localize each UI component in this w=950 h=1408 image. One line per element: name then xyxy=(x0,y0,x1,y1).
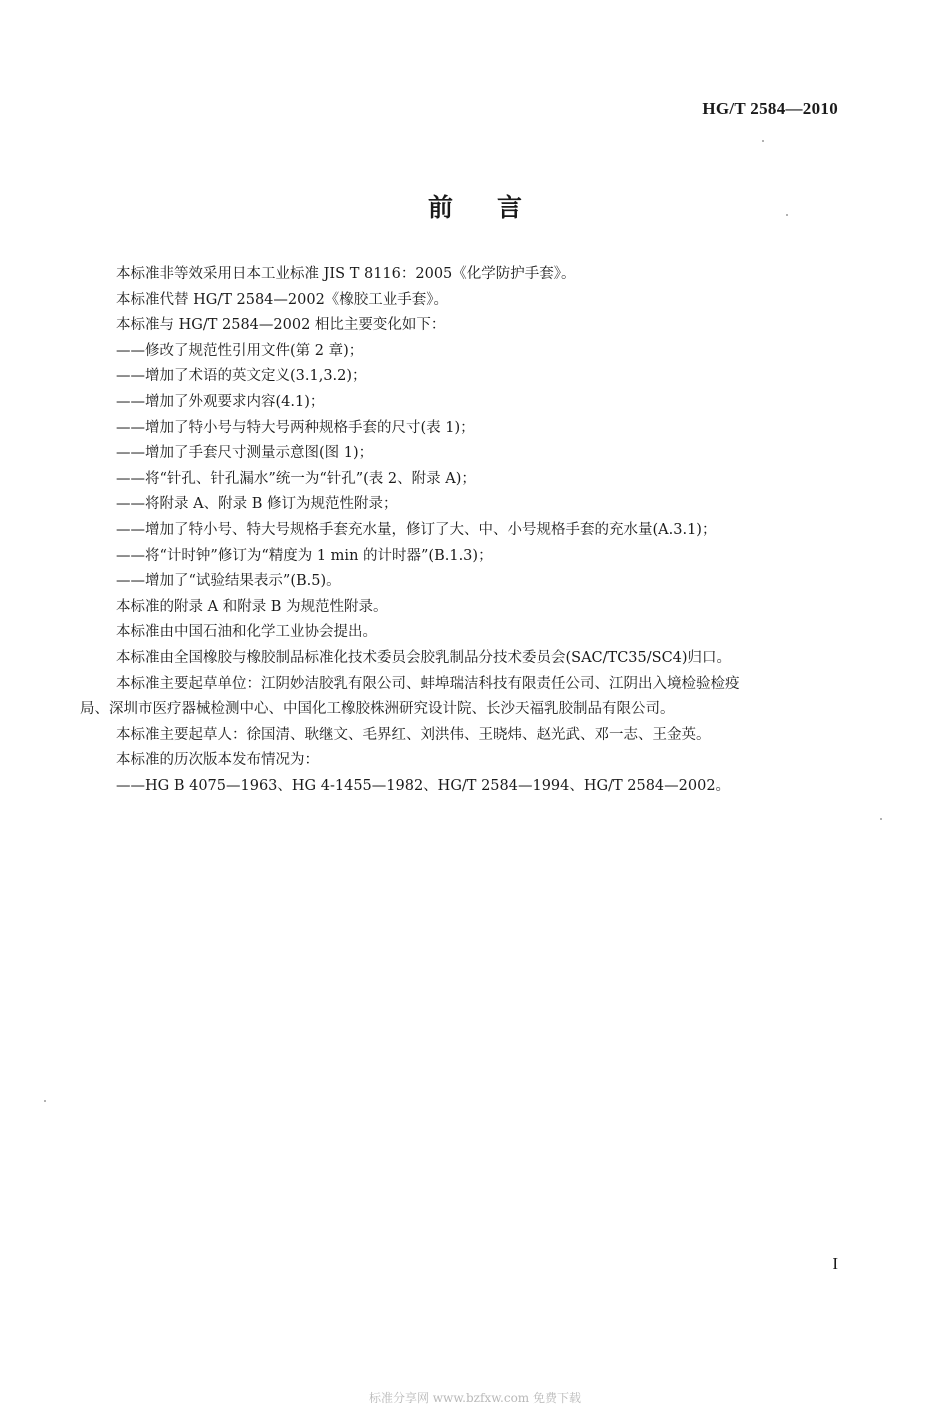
scan-speck xyxy=(880,818,882,820)
change-item: ——修改了规范性引用文件(第 2 章)； xyxy=(116,342,364,359)
change-item: ——将“针孔、针孔漏水”统一为“针孔”(表 2、附录 A)； xyxy=(116,470,476,487)
paragraph: 本标准代替 HG/T 2584—2002《橡胶工业手套》。 xyxy=(116,291,449,308)
scan-speck xyxy=(786,214,788,216)
paragraph: 本标准由中国石油和化学工业协会提出。 xyxy=(116,624,377,641)
change-item: ——将附录 A、附录 B 修订为规范性附录； xyxy=(116,496,398,513)
page-title: 前言 xyxy=(427,193,566,222)
paragraph: 本标准非等效采用日本工业标准 JIS T 8116：2005《化学防护手套》。 xyxy=(116,266,576,282)
change-item: ——增加了外观要求内容(4.1)； xyxy=(116,393,325,410)
drafting-units-line: 本标准主要起草单位：江阴妙洁胶乳有限公司、蚌埠瑞洁科技有限责任公司、江阴出入境检验检疫 xyxy=(116,675,740,692)
drafters-paragraph: 本标准主要起草人：徐国清、耿继文、毛界红、刘洪伟、王晓炜、赵光武、邓一志、王金英。 xyxy=(116,726,711,743)
drafting-units-paragraph xyxy=(80,672,856,723)
change-item: ——将“计时钟”修订为“精度为 1 min 的计时器”(B.1.3)； xyxy=(116,547,493,564)
watermark-text: 标准分享网 www.bzfxw.com 免费下载 xyxy=(368,1391,582,1405)
change-item: ——增加了术语的英文定义(3.1,3.2)； xyxy=(116,368,367,385)
paragraph: 本标准由全国橡胶与橡胶制品标准化技术委员会胶乳制品分技术委员会(SAC/TC35/SC4)归口。 xyxy=(116,649,732,666)
standard-code: HG/T 2584—2010 xyxy=(702,99,838,118)
drafting-units-line: 局、深圳市医疗器械检测中心、中国化工橡胶株洲研究设计院、长沙天福乳胶制品有限公司。 xyxy=(80,701,675,718)
scan-speck xyxy=(762,140,764,142)
history-intro: 本标准的历次版本发布情况为： xyxy=(116,752,319,769)
paragraph: 本标准与 HG/T 2584—2002 相比主要变化如下： xyxy=(116,317,446,334)
change-item: ——增加了手套尺寸测量示意图(图 1)； xyxy=(116,445,374,462)
change-item: ——增加了“试验结果表示”(B.5)。 xyxy=(116,573,341,590)
paragraph: 本标准的附录 A 和附录 B 为规范性附录。 xyxy=(116,598,388,615)
foreword-body xyxy=(80,262,856,799)
change-item: ——增加了特小号、特大号规格手套充水量，修订了大、中、小号规格手套的充水量(A.3.1)； xyxy=(116,521,717,538)
scan-speck xyxy=(44,1100,46,1102)
change-item: ——增加了特小号与特大号两种规格手套的尺寸(表 1)； xyxy=(116,419,475,436)
page-number: I xyxy=(832,1254,838,1273)
history-list: ——HG B 4075—1963、HG 4-1455—1982、HG/T 2584—1994、HG/T 2584—2002。 xyxy=(116,777,731,794)
